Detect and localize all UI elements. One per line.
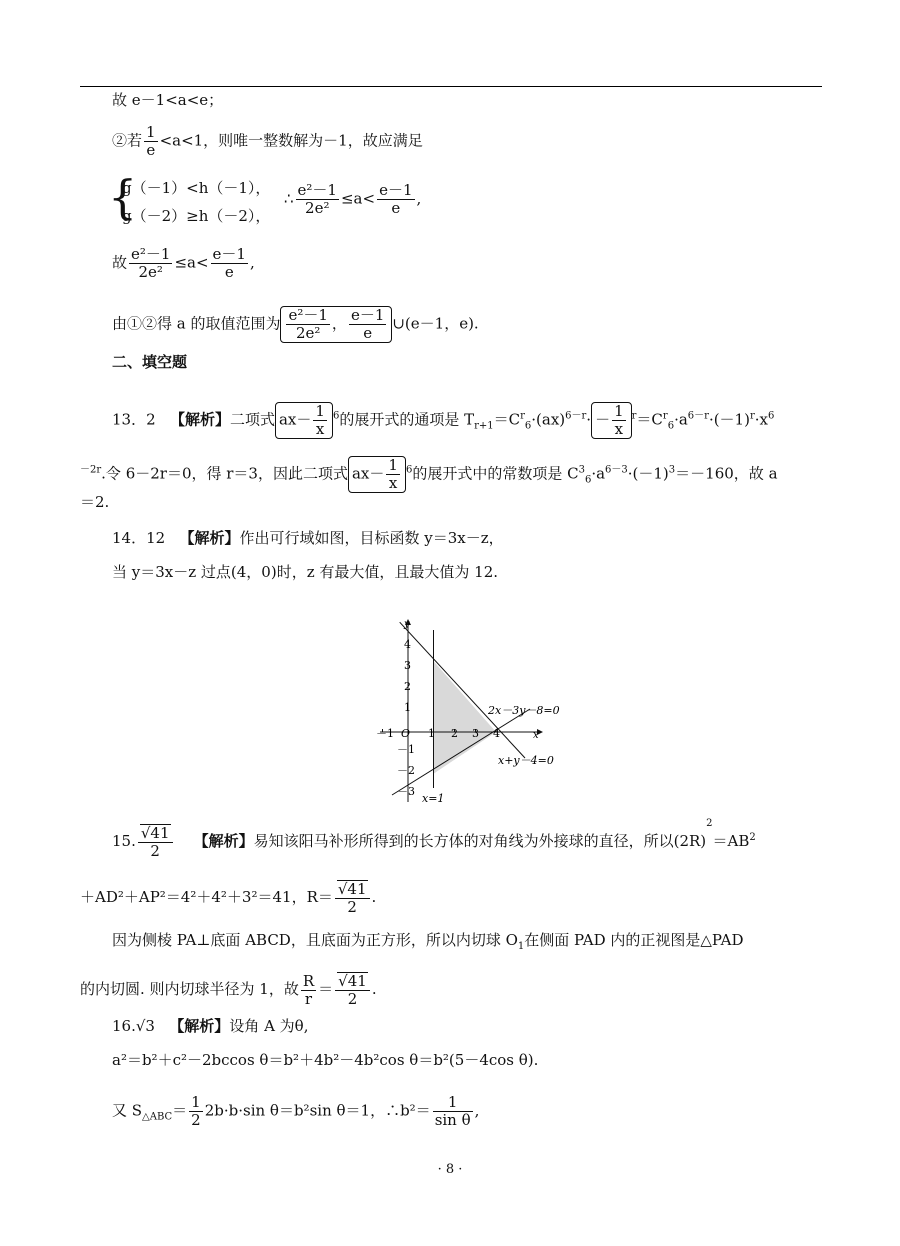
q15-line-3: 因为侧棱 PA⊥底面 ABCD，且底面为正方形，所以内切球 $O_1$在侧面 PAD 内的正视图是△PAD [112,931,744,952]
origin-label: O [401,727,411,740]
y-axis-label: y [404,619,410,630]
y-tick-label: －1 [397,743,415,756]
system-line-2: g（－2）≥h（－2）， [122,207,271,225]
q16-line-1: 16.√3 【解析】设角 A 为θ, [112,1017,309,1035]
equation-label: x+y－4=0 [498,754,554,767]
q13-line-2: $^{-2r}$.令 6－2r＝0，得 r＝3，因此二项式 ax－ $\frac{1}{x}$ $^6$的展开式中的常数项是 $C^3_6\cdot a^{6-3}\cdot(-1)^3=-160$，故 a [80,456,778,492]
q16-line-3: 又 $S_{\triangle ABC}=$ $\frac{1}{2}$ 2b·b·sin θ＝b²sin θ＝1，∴b²＝ $\frac{1}{\text{sin θ}}$ , [112,1093,480,1129]
y-tick-label: －2 [397,764,415,777]
q15-line-1: 15. $\frac{√41}{2}$ 【解析】易知该阳马补形所得到的长方体的对角线为外接球的直径，所以$(2R)^2=AB^2$ [112,818,756,860]
shaded-region [434,661,497,774]
y-tick-label: 1 [404,701,411,714]
text-line-1: 故 e－1<a<e； [112,91,224,109]
y-tick-label: 4 [404,638,411,651]
x-tick-label: 3 [472,727,479,740]
y-tick-label: 2 [404,680,411,693]
x-tick-label: －1 [376,727,394,740]
text-line-5: 由①②得 a 的取值范围为 $\frac{\text{e²－1}}{\text{2e²}}$ ， $\frac{e-1}{e}$ ∪(e－1，e). [112,306,479,342]
equation-label: 2x－3y－8=0 [488,704,560,717]
system-line-1: g（－1）<h（－1）， [122,179,271,197]
q15-line-2: ＋AD²＋AP²＝4²＋4²＋3²＝41，R＝ $\frac{√41}{2}$ . [80,880,377,916]
q13-line-3: ＝2. [80,493,110,511]
x-tick-label: 1 [428,727,435,740]
section-heading: 二、填空题 [112,353,188,371]
text-line-2: ②若 $\frac{1}{e}$ <a<1，则唯一整数解为－1，故应满足 [112,123,423,159]
q15-line-4: 的内切圆. 则内切球半径为 1，故 $\frac{R}{r}$ ＝ $\frac{√41}{2}$ . [80,971,377,1008]
text-line-4: 故 $\frac{\text{e²－1}}{\text{2e²}}$ ≤a< $\frac{e-1}{e}$ , [112,245,255,281]
y-tick-label: －3 [397,785,415,798]
y-tick-label: 3 [404,659,411,672]
page-number: · 8 · [437,1162,463,1177]
q13-line-1: 13．2 【解析】二项式 ax－ $\frac{1}{x}$ $^6$的展开式的通项是 $T_{r+1}=C^r_6\cdot(ax)^{6-r}\cdot$ － $\frac{1}{x}$ $^r=C^r_6\cdot a^{6-r}\cdot(-1)^r\cdot x^6$ [112,402,775,438]
system-brace: { [108,170,138,224]
header-rule [80,86,822,87]
q16-line-2: a²＝b²＋c²－2bccos θ＝b²＋4b²－4b²cos θ＝b²(5－4cos θ). [112,1051,539,1069]
x-axis-label: x [533,730,539,741]
system-result: ∴ $\frac{\text{e²－1}}{\text{2e²}}$ ≤a< $\frac{e-1}{e}$ , [284,181,422,217]
q14-line-2: 当 y＝3x－z 过点(4，0)时，z 有最大值，且最大值为 12. [112,563,499,581]
q14-line-1: 14．12 【解析】作出可行域如图，目标函数 y＝3x－z， [112,529,504,547]
x-tick-label: 4 [493,727,500,740]
equation-label: x=1 [422,792,445,805]
feasible-region-figure [370,612,570,808]
x-tick-label: 2 [451,727,458,740]
